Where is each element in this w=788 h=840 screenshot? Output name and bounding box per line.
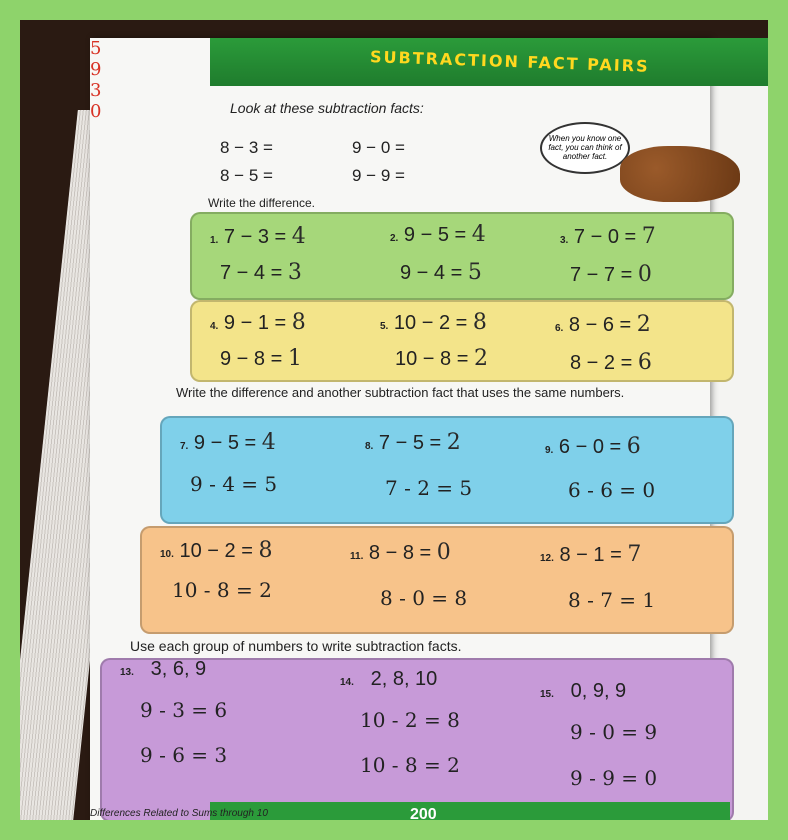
intro-answer-4: 0 bbox=[90, 101, 102, 122]
bear-illustration bbox=[620, 146, 740, 202]
group-13: 13. 3, 6, 9 bbox=[120, 658, 207, 680]
problem-9: 9. 6 − 0 = 6 bbox=[545, 434, 641, 459]
group-14: 14. 2, 8, 10 bbox=[340, 668, 438, 690]
problem-11: 11. 8 − 8 = 0 bbox=[350, 540, 451, 565]
intro-answer-1: 5 bbox=[90, 38, 102, 59]
problem-4b: 9 − 8 = 1 bbox=[220, 346, 302, 371]
fact-9: 6 - 6 = 0 bbox=[568, 478, 656, 502]
section3-instruction: Use each group of numbers to write subtraction facts. bbox=[130, 638, 462, 654]
intro-fact-2: 9 − 0 = bbox=[352, 138, 405, 157]
group-15: 15. 0, 9, 9 bbox=[540, 680, 627, 702]
page-title: SUBTRACTION FACT PAIRS bbox=[369, 47, 650, 76]
problem-8: 8. 7 − 5 = 2 bbox=[365, 430, 461, 455]
problem-1b: 7 − 4 = 3 bbox=[220, 260, 302, 285]
problem-1: 1. 7 − 3 = 4 bbox=[210, 224, 306, 249]
problem-7: 7. 9 − 5 = 4 bbox=[180, 430, 276, 455]
problem-5b: 10 − 8 = 2 bbox=[395, 346, 488, 371]
intro-fact-1: 8 − 3 = bbox=[220, 138, 273, 157]
footer-caption: Differences Related to Sums through 10 bbox=[90, 808, 268, 819]
problem-12: 12. 8 − 1 = 7 bbox=[540, 542, 642, 567]
fact-8: 7 - 2 = 5 bbox=[385, 476, 473, 500]
problem-6b: 8 − 2 = 6 bbox=[570, 350, 652, 375]
problem-3b: 7 − 7 = 0 bbox=[570, 262, 652, 287]
intro-fact-4: 9 − 9 = bbox=[352, 166, 405, 185]
intro-fact-3: 8 − 5 = bbox=[220, 166, 273, 185]
problem-10: 10. 10 − 2 = 8 bbox=[160, 538, 273, 563]
problem-2b: 9 − 4 = 5 bbox=[400, 260, 482, 285]
fact-13a: 9 - 3 = 6 bbox=[140, 698, 228, 722]
section2-instruction: Write the difference and another subtraction fact that uses the same numbers. bbox=[176, 385, 625, 400]
section1-instruction: Write the difference. bbox=[208, 196, 315, 210]
footer-band bbox=[210, 802, 730, 820]
problem-5: 5. 10 − 2 = 8 bbox=[380, 310, 487, 335]
workbook-page bbox=[90, 38, 710, 820]
photo-frame bbox=[20, 20, 768, 820]
fact-14b: 10 - 8 = 2 bbox=[360, 753, 460, 777]
intro-label: Look at these subtraction facts: bbox=[230, 100, 424, 116]
problem-2: 2. 9 − 5 = 4 bbox=[390, 222, 486, 247]
page-number: 200 bbox=[410, 806, 437, 820]
problem-3: 3. 7 − 0 = 7 bbox=[560, 224, 656, 249]
intro-answer-3: 3 bbox=[90, 80, 102, 101]
fact-15a: 9 - 0 = 9 bbox=[570, 720, 658, 744]
fact-13b: 9 - 6 = 3 bbox=[140, 743, 228, 767]
fact-7: 9 - 4 = 5 bbox=[190, 472, 278, 496]
fact-12: 8 - 7 = 1 bbox=[568, 588, 656, 612]
fact-11: 8 - 0 = 8 bbox=[380, 586, 468, 610]
speech-bubble: When you know one fact, you can think of another fact. bbox=[540, 122, 630, 174]
fact-14a: 10 - 2 = 8 bbox=[360, 708, 460, 732]
intro-answer-2: 9 bbox=[90, 59, 102, 80]
problem-4: 4. 9 − 1 = 8 bbox=[210, 310, 306, 335]
fact-15b: 9 - 9 = 0 bbox=[570, 766, 658, 790]
fact-10: 10 - 8 = 2 bbox=[172, 578, 272, 602]
problem-6: 6. 8 − 6 = 2 bbox=[555, 312, 651, 337]
